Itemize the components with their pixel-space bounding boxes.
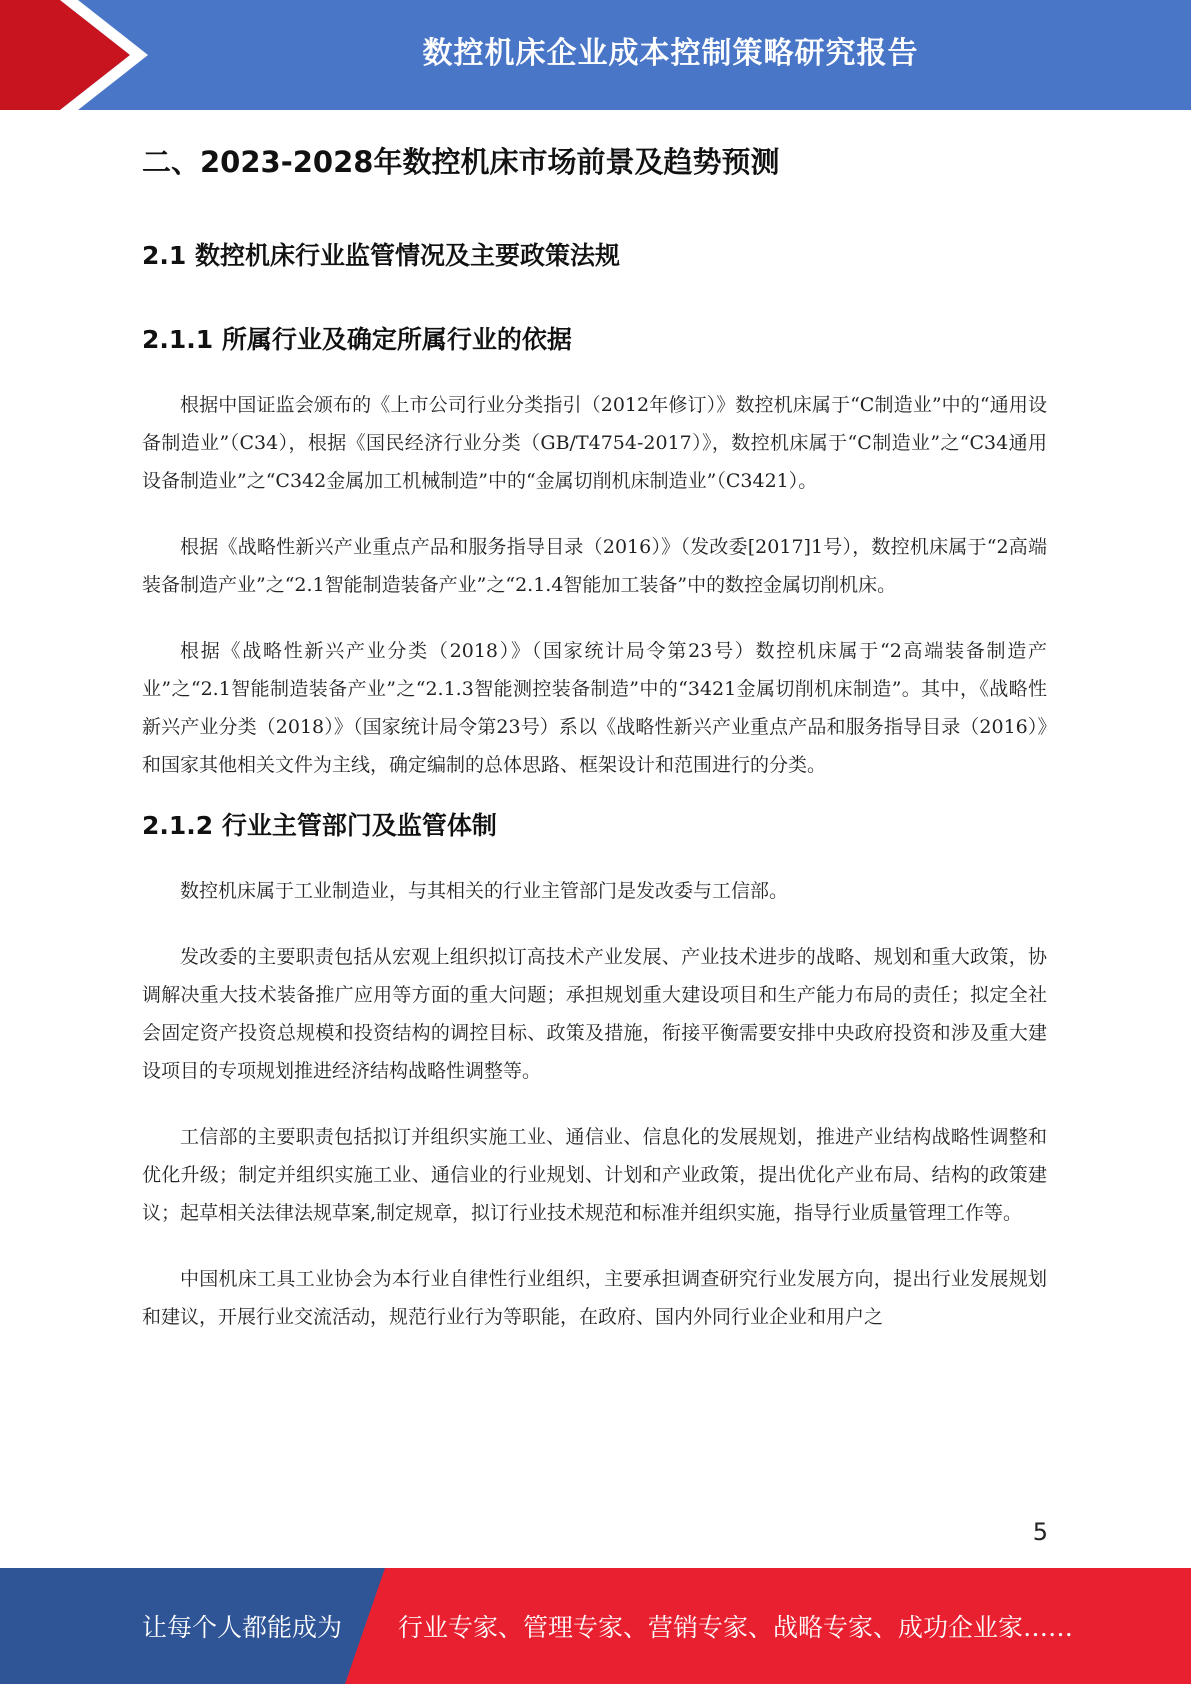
page-footer [0, 1568, 1191, 1684]
footer-slogan-right: 行业专家、管理专家、营销专家、战略专家、成功企业家…… [398, 1613, 1074, 1642]
paragraph: 中国机床工具工业协会为本行业自律性行业组织，主要承担调查研究行业发展方向，提出行业发展规划和建议，开展行业交流活动，规范行业行为等职能，在政府、国内外同行业企业和用户之 [142, 1268, 1047, 1328]
subsubsection-heading-2-1-2: 2.1.2 行业主管部门及监管体制 [142, 811, 497, 840]
report-title: 数控机床企业成本控制策略研究报告 [422, 36, 919, 71]
paragraph: 发改委的主要职责包括从宏观上组织拟订高技术产业发展、产业技术进步的战略、规划和重大政策，协调解决重大技术装备推广应用等方面的重大问题；承担规划重大建设项目和生产能力布局的责任；拟定全社会固定资产投资总规模和投资结构的调控目标、政策及措施，衔接平衡需要安排中央政府投资和涉及重大建设项目的专项规划推进经济结构战略性调整等。 [142, 946, 1047, 1082]
paragraph: 工信部的主要职责包括拟订并组织实施工业、通信业、信息化的发展规划，推进产业结构战略性调整和优化升级；制定并组织实施工业、通信业的行业规划、计划和产业政策，提出优化产业布局、结构的政策建议；起草相关法律法规草案,制定规章，拟订行业技术规范和标准并组织实施，指导行业质量管理工作等。 [142, 1126, 1047, 1224]
document-body [142, 130, 1047, 1336]
page-header [0, 0, 1191, 110]
paragraph: 根据《战略性新兴产业分类（2018）》（国家统计局令第23号）数控机床属于“2高端装备制造产业”之“2.1智能制造装备产业”之“2.1.3智能测控装备制造”中的“3421金属切削机床制造”。其中，《战略性新兴产业分类（2018）》（国家统计局令第23号）系以《战略性新兴产业重点产品和服务指导目录（2016）》和国家其他相关文件为主线，确定编制的总体思路、框架设计和范围进行的分类。 [142, 640, 1047, 776]
footer-slogan-left: 让每个人都能成为 [142, 1613, 343, 1642]
paragraph: 数控机床属于工业制造业，与其相关的行业主管部门是发改委与工信部。 [180, 880, 789, 902]
subsection-heading: 2.1 数控机床行业监管情况及主要政策法规 [142, 241, 620, 270]
paragraph: 根据《战略性新兴产业重点产品和服务指导目录（2016）》（发改委[2017]1号），数控机床属于“2高端装备制造产业”之“2.1智能制造装备产业”之“2.1.4智能加工装备”中的数控金属切削机床。 [142, 536, 1047, 596]
subsubsection-heading-2-1-1: 2.1.1 所属行业及确定所属行业的依据 [142, 325, 572, 354]
page-number: 5 [1032, 1518, 1048, 1546]
section-heading: 二、2023-2028年数控机床市场前景及趋势预测 [142, 145, 780, 179]
chevron-arrow-icon [0, 0, 160, 110]
paragraph: 根据中国证监会颁布的《上市公司行业分类指引（2012年修订）》数控机床属于“C制造业”中的“通用设备制造业”（C34），根据《国民经济行业分类（GB/T4754-2017）》，数控机床属于“C制造业”之“C34通用设备制造业”之“C342金属加工机械制造”中的“金属切削机床制造业”（C3421）。 [142, 394, 1047, 492]
